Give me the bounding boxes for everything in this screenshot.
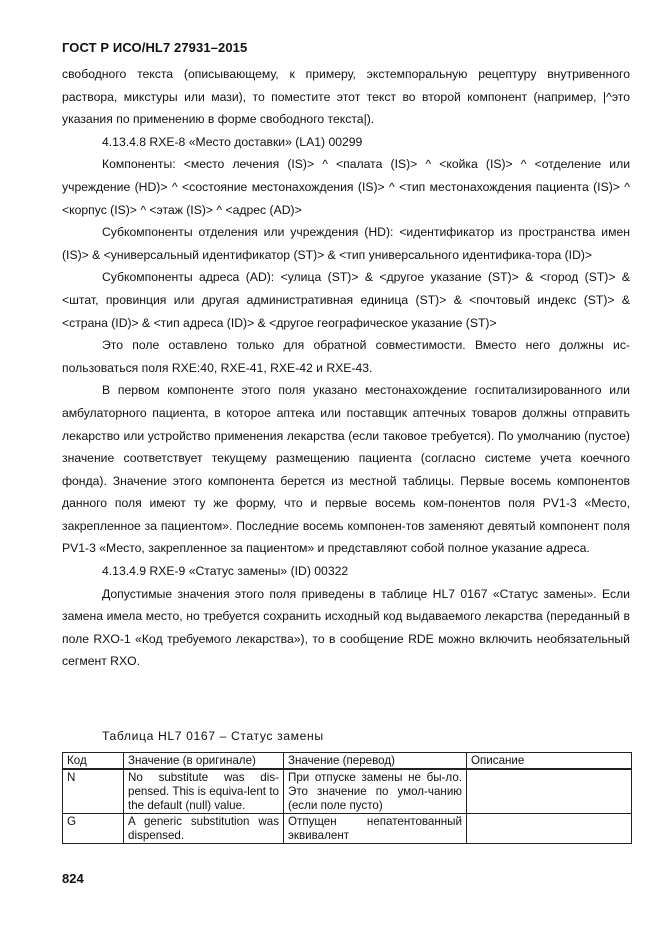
page-number: 824 [62, 871, 84, 886]
column-header-description: Описание [467, 753, 632, 770]
paragraph-ad-subcomponents: Субкомпоненты адреса (AD): <улица (ST)> & <другое указание (ST)> & <город (ST)> & <штат, провинция или другая административная единица (ST)> & <почтовый индекс (ST)> & <страна (ID)> & <тип адреса (ID)> & <другое географическое указание (ST)> [62, 270, 630, 330]
table-cell-code: G [63, 814, 124, 844]
table-cell-description [467, 814, 632, 844]
running-header: ГОСТ Р ИСО/HL7 27931–2015 [62, 40, 248, 55]
paragraph-continuation: свободного текста (описывающему, к примеру, экстемпоральную рецептуру внутривенного раствора, микстуры или мази), то поместите этот текст во второй компонент (например, |^это указания по применению в форме свободного текста|). [62, 67, 630, 127]
column-header-code: Код [63, 753, 124, 770]
paragraph-first-component: В первом компоненте этого поля указано местонахождение госпитализированного или амбулаторного пациента, в которое аптека или поставщик аптечных товаров должны отправить лекарство или устройство применения лекарства (если таковое требуется). По умолчанию (пустое) значение соответствует текущему размещению пациента (согласно системе учета коечного фонда). Значение этого компонента берется из местной таблицы. Первые восемь компонентов данного поля имеют ту же форму, что и первые восемь ком-понентов поля PV1-3 «Место, закрепленное за пациентом». Последние восемь компонен-тов заменяют девятый компонент поля PV1-3 «Место, закрепленное за пациентом» и представляют собой полное указание адреса. [62, 383, 630, 556]
paragraph-allowed-values: Допустимые значения этого поля приведены в таблице HL7 0167 «Статус замены». Если замена имела место, но требуется сохранить исходный код выдаваемого лекарства (переданный в поле RXO-1 «Код требуемого лекарства»), то в сообщение RDE можно включить необязательный сегмент RXO. [62, 586, 630, 669]
table-cell-translation: При отпуске замены не бы-ло. Это значение по умол-чанию (если поле пусто) [284, 769, 467, 814]
paragraph-components: Компоненты: <место лечения (IS)> ^ <палата (IS)> ^ <койка (IS)> ^ <отделение или учреждение (HD)> ^ <состояние местонахождения (IS)> ^ <тип местонахождения пациента (IS)> ^ <корпус (IS)> ^ <этаж (IS)> ^ <адрес (AD)> [62, 157, 630, 217]
table-cell-code: N [63, 769, 124, 814]
column-header-original: Значение (в оригинале) [124, 753, 284, 770]
table-header-row [63, 753, 632, 770]
column-header-translation: Значение (перевод) [284, 753, 467, 770]
section-heading-rxe-8: 4.13.4.8 RXE-8 «Место доставки» (LA1) 00299 [102, 134, 363, 149]
paragraph-hd-subcomponents: Субкомпоненты отделения или учреждения (HD): <идентификатор из пространства имен (IS)> & <универсальный идентификатор (ST)> & <тип универсального идентифика-тора (ID)> [62, 225, 630, 262]
body-text [62, 63, 630, 673]
table-caption: Таблица HL7 0167 – Статус замены [102, 729, 324, 743]
paragraph-compatibility: Это поле оставлено только для обратной совместимости. Вместо него должны ис-пользоваться поля RXE:40, RXE-41, RXE-42 и RXE-43. [62, 338, 630, 375]
table-row [63, 769, 632, 814]
table-cell-original: A generic substitution was dispensed. [124, 814, 284, 844]
table-cell-description [467, 769, 632, 814]
table-cell-translation: Отпущен непатентованный эквивалент [284, 814, 467, 844]
table-row [63, 814, 632, 844]
table-cell-original: No substitute was dis-pensed. This is equiva-lent to the default (null) value. [124, 769, 284, 814]
status-table [62, 752, 632, 844]
section-heading-rxe-9: 4.13.4.9 RXE-9 «Статус замены» (ID) 00322 [102, 564, 349, 579]
